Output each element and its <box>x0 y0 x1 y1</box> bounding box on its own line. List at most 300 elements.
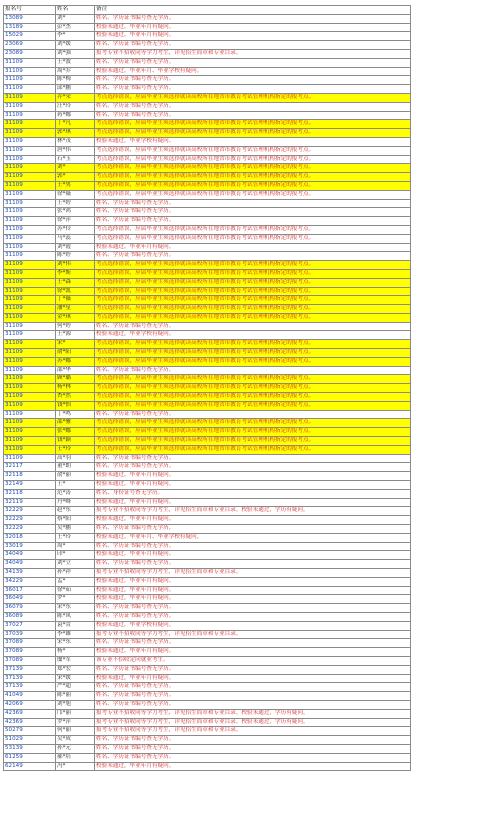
name-cell: 邵*雅 <box>56 419 95 428</box>
table-row <box>4 674 411 683</box>
registration-number-cell: 42369 <box>4 718 56 727</box>
registration-number-cell: 31109 <box>4 340 56 349</box>
registration-number-cell: 15029 <box>4 32 56 41</box>
registration-number-cell: 31109 <box>4 155 56 164</box>
registration-number-cell: 36049 <box>4 595 56 604</box>
table-row <box>4 375 411 384</box>
name-cell: 郭* <box>56 173 95 182</box>
registration-number-cell: 31109 <box>4 234 56 243</box>
registration-number-cell: 31109 <box>4 120 56 129</box>
table-row <box>4 507 411 516</box>
remark-cell: 考点选择错误，应届毕业生须选择就读高校所在地省市教育考试管理机构指定的报考点。 <box>95 384 411 393</box>
remark-cell: 考点选择错误，应届毕业生须选择就读高校所在地省市教育考试管理机构指定的报考点。 <box>95 164 411 173</box>
table-row <box>4 287 411 296</box>
table-row <box>4 322 411 331</box>
remark-cell: 考点选择错误，应届毕业生须选择就读高校所在地省市教育考试管理机构指定的报考点。 <box>95 269 411 278</box>
registration-number-cell: 42369 <box>4 709 56 718</box>
remark-cell: 姓名、学历证书编号查无学历。 <box>95 58 411 67</box>
registration-number-cell: 41049 <box>4 692 56 701</box>
remark-cell: 考点选择错误，应届毕业生须选择就读高校所在地省市教育考试管理机构指定的报考点。 <box>95 120 411 129</box>
registration-number-cell: 32018 <box>4 533 56 542</box>
name-cell: 郑*宏 <box>56 665 95 674</box>
registration-number-cell: 32149 <box>4 481 56 490</box>
registration-number-cell: 31109 <box>4 278 56 287</box>
name-cell: 李*斯 <box>56 269 95 278</box>
registration-number-cell: 31109 <box>4 445 56 454</box>
table-row <box>4 102 411 111</box>
registration-number-cell: 31109 <box>4 375 56 384</box>
table-row <box>4 357 411 366</box>
table-row <box>4 190 411 199</box>
remark-cell: 考点选择错误，应届毕业生须选择就读高校所在地省市教育考试管理机构指定的报考点。 <box>95 278 411 287</box>
name-cell: 杏*然 <box>56 393 95 402</box>
remark-cell: 考点选择错误，应届毕业生须选择就读高校所在地省市教育考试管理机构指定的报考点。 <box>95 181 411 190</box>
table-row <box>4 727 411 736</box>
table-row <box>4 217 411 226</box>
name-cell: 俞*丽 <box>56 472 95 481</box>
review-table-container <box>3 5 410 771</box>
remark-cell: 姓名、学历证书编号查无学历。 <box>95 525 411 534</box>
remark-cell: 考点选择错误，应届毕业生须选择就读高校所在地省市教育考试管理机构指定的报考点。 <box>95 146 411 155</box>
name-cell: 周*乔 <box>56 67 95 76</box>
table-row <box>4 577 411 586</box>
remark-cell: 姓名、学历证书编号查无学历。 <box>95 366 411 375</box>
remark-cell: 姓名、学历证书编号查无学历。 <box>95 700 411 709</box>
name-cell: 高*羽 <box>56 454 95 463</box>
name-cell: 孙*元 <box>56 744 95 753</box>
registration-number-cell: 31109 <box>4 384 56 393</box>
name-cell: 蒋*娜 <box>56 111 95 120</box>
registration-number-cell: 31109 <box>4 58 56 67</box>
registration-number-cell: 34049 <box>4 560 56 569</box>
remark-cell: 姓名、学历证书编号查无学历。 <box>95 612 411 621</box>
table-row <box>4 120 411 129</box>
remark-cell: 考点选择错误，应届毕业生须选择就读高校所在地省市教育考试管理机构指定的报考点。 <box>95 93 411 102</box>
registration-number-cell: 31109 <box>4 76 56 85</box>
remark-cell: 考点选择错误，应届毕业生须选择就读高校所在地省市教育考试管理机构指定的报考点。 <box>95 393 411 402</box>
table-row <box>4 164 411 173</box>
registration-number-cell: 31109 <box>4 199 56 208</box>
table-row <box>4 225 411 234</box>
remark-cell: 姓名、学历证书编号查无学历。 <box>95 454 411 463</box>
table-row <box>4 454 411 463</box>
remark-cell: 校验未通过，毕业年月有疑问。 <box>95 243 411 252</box>
remark-cell: 姓名、学历证书编号查无学历。 <box>95 85 411 94</box>
registration-number-cell: 32229 <box>4 516 56 525</box>
remark-cell: 校验未通过，毕业年月、毕业学校有疑问。 <box>95 67 411 76</box>
table-row <box>4 665 411 674</box>
remark-cell: 考点选择错误，应届毕业生须选择就读高校所在地省市教育考试管理机构指定的报考点。 <box>95 155 411 164</box>
name-cell: 印* <box>56 551 95 560</box>
registration-number-cell: 31109 <box>4 217 56 226</box>
name-cell: 刘*立 <box>56 560 95 569</box>
review-table <box>3 5 411 771</box>
remark-cell: 报考专业不招收同等学力考生，详见招生简章和专业目录。校验未通过，学历有疑问。 <box>95 709 411 718</box>
table-row <box>4 533 411 542</box>
registration-number-cell: 36079 <box>4 604 56 613</box>
remark-cell: 考点选择错误，应届毕业生须选择就读高校所在地省市教育考试管理机构指定的报考点。 <box>95 375 411 384</box>
name-cell: 赵*东 <box>56 507 95 516</box>
name-cell: 范*涛 <box>56 489 95 498</box>
table-row <box>4 419 411 428</box>
table-row <box>4 93 411 102</box>
table-row <box>4 437 411 446</box>
name-cell: 彭*杰 <box>56 23 95 32</box>
name-cell: 宋*东 <box>56 639 95 648</box>
table-row <box>4 683 411 692</box>
table-row <box>4 173 411 182</box>
registration-number-cell: 33019 <box>4 542 56 551</box>
registration-number-cell: 23089 <box>4 49 56 58</box>
remark-cell: 校验未通过，毕业年月有疑问。 <box>95 648 411 657</box>
remark-cell: 校验未通过，毕业年月有疑问。 <box>95 674 411 683</box>
header-name: 姓名 <box>56 6 95 15</box>
table-row <box>4 595 411 604</box>
table-row <box>4 208 411 217</box>
registration-number-cell: 31109 <box>4 252 56 261</box>
table-row <box>4 569 411 578</box>
registration-number-cell: 61259 <box>4 753 56 762</box>
name-cell: 钱*怡 <box>56 401 95 410</box>
remark-cell: 考点选择错误，应届毕业生须选择就读高校所在地省市教育考试管理机构指定的报考点。 <box>95 401 411 410</box>
name-cell: 刘* <box>56 14 95 23</box>
name-cell: 孙*祥 <box>56 569 95 578</box>
registration-number-cell: 31109 <box>4 137 56 146</box>
registration-number-cell: 31109 <box>4 366 56 375</box>
table-row <box>4 700 411 709</box>
name-cell: 丁*薇 <box>56 296 95 305</box>
name-cell: 袁*萱 <box>56 621 95 630</box>
table-row <box>4 762 411 771</box>
table-row <box>4 498 411 507</box>
table-row <box>4 489 411 498</box>
remark-cell: 考点选择错误，应届毕业生须选择就读高校所在地省市教育考试管理机构指定的报考点。 <box>95 287 411 296</box>
remark-cell: 校验未通过，毕业学校有疑问。 <box>95 621 411 630</box>
table-row <box>4 428 411 437</box>
table-row <box>4 243 411 252</box>
name-cell: 苏*娜 <box>56 357 95 366</box>
table-row <box>4 525 411 534</box>
table-row <box>4 49 411 58</box>
name-cell: 宋*东 <box>56 604 95 613</box>
registration-number-cell: 31109 <box>4 243 56 252</box>
table-row <box>4 111 411 120</box>
remark-cell: 考点选择错误，应届毕业生须选择就读高校所在地省市教育考试管理机构指定的报考点。 <box>95 340 411 349</box>
remark-cell: 姓名、学历证书编号查无学历。 <box>95 217 411 226</box>
registration-number-cell: 31109 <box>4 287 56 296</box>
registration-number-cell: 42069 <box>4 700 56 709</box>
name-cell: 张*娜 <box>56 428 95 437</box>
remark-cell: 姓名、身份证号查无学历。 <box>95 489 411 498</box>
remark-cell: 考点选择错误，应届毕业生须选择就读高校所在地省市教育考试管理机构指定的报考点。 <box>95 296 411 305</box>
remark-cell: 姓名、学历证书编号查无学历。 <box>95 199 411 208</box>
registration-number-cell: 37089 <box>4 639 56 648</box>
remark-cell: 姓名、学历证书编号查无学历。 <box>95 76 411 85</box>
table-row <box>4 445 411 454</box>
table-row <box>4 604 411 613</box>
remark-cell: 报考专业不招收同等学力考生，详见招生简章和专业目录。校验未通过，学历有疑问。 <box>95 507 411 516</box>
table-row <box>4 463 411 472</box>
remark-cell: 姓名、学历证书编号查无学历。 <box>95 692 411 701</box>
table-row <box>4 76 411 85</box>
name-cell: 周* <box>56 542 95 551</box>
name-cell: 陈*梅 <box>56 76 95 85</box>
table-row <box>4 234 411 243</box>
registration-number-cell: 31109 <box>4 93 56 102</box>
registration-number-cell: 34229 <box>4 577 56 586</box>
name-cell: 邝*丽 <box>56 709 95 718</box>
registration-number-cell: 37139 <box>4 683 56 692</box>
registration-number-cell: 37089 <box>4 648 56 657</box>
registration-number-cell: 31109 <box>4 129 56 138</box>
table-row <box>4 410 411 419</box>
remark-cell: 校验未通过，毕业年月有疑问。 <box>95 481 411 490</box>
table-row <box>4 753 411 762</box>
registration-number-cell: 31109 <box>4 393 56 402</box>
remark-cell: 姓名、学历证书编号查无学历。 <box>95 542 411 551</box>
registration-number-cell: 50279 <box>4 727 56 736</box>
remark-cell: 校验未通过，毕业年月有疑问。 <box>95 586 411 595</box>
remark-cell: 考点选择错误，应届毕业生须选择就读高校所在地省市教育考试管理机构指定的报考点。 <box>95 357 411 366</box>
table-row <box>4 269 411 278</box>
name-cell: 王*婷 <box>56 199 95 208</box>
table-row <box>4 401 411 410</box>
remark-cell: 姓名、学历证书编号查无学历。 <box>95 744 411 753</box>
table-row <box>4 692 411 701</box>
remark-cell: 姓名、学历证书编号查无学历。 <box>95 560 411 569</box>
registration-number-cell: 34049 <box>4 551 56 560</box>
name-cell: 李* <box>56 32 95 41</box>
name-cell: 刘*媛 <box>56 41 95 50</box>
table-row <box>4 199 411 208</box>
remark-cell: 姓名、学历证书编号查无学历。 <box>95 102 411 111</box>
remark-cell: 姓名、学历证书编号查无学历。 <box>95 604 411 613</box>
remark-cell: 考点选择错误，应届毕业生须选择就读高校所在地省市教育考试管理机构指定的报考点。 <box>95 437 411 446</box>
remark-cell: 姓名、学历证书编号查无学历。 <box>95 41 411 50</box>
registration-number-cell: 31109 <box>4 349 56 358</box>
name-cell: 王* <box>56 481 95 490</box>
name-cell: 刘*伟 <box>56 261 95 270</box>
registration-number-cell: 31109 <box>4 85 56 94</box>
remark-cell: 姓名、学历证书编号查无学历。 <box>95 208 411 217</box>
name-cell: 徐*萍 <box>56 217 95 226</box>
table-row <box>4 630 411 639</box>
table-row <box>4 736 411 745</box>
name-cell: 林*茂 <box>56 137 95 146</box>
name-cell: 乔*荣 <box>56 93 95 102</box>
table-row <box>4 349 411 358</box>
registration-number-cell: 31109 <box>4 437 56 446</box>
registration-number-cell: 37039 <box>4 630 56 639</box>
name-cell: 王*玲 <box>56 445 95 454</box>
name-cell: 徐*凯 <box>56 287 95 296</box>
registration-number-cell: 36089 <box>4 612 56 621</box>
remark-cell: 考点选择错误，应届毕业生须选择就读高校所在地省市教育考试管理机构指定的报考点。 <box>95 305 411 314</box>
table-row <box>4 612 411 621</box>
registration-number-cell: 31109 <box>4 111 56 120</box>
name-cell: 罗* <box>56 595 95 604</box>
table-row <box>4 542 411 551</box>
remark-cell: 校验未通过，毕业年月有疑问。 <box>95 498 411 507</box>
remark-cell: 考点选择错误，应届毕业生须选择就读高校所在地省市教育考试管理机构指定的报考点。 <box>95 129 411 138</box>
name-cell: 刘* <box>56 164 95 173</box>
registration-number-cell: 32119 <box>4 498 56 507</box>
remark-cell: 考点选择错误，应届毕业生须选择就读高校所在地省市教育考试管理机构指定的报考点。 <box>95 313 411 322</box>
registration-number-cell: 31109 <box>4 331 56 340</box>
name-cell: 杨* <box>56 648 95 657</box>
remark-cell: 校验未通过，毕业年月有疑问。 <box>95 472 411 481</box>
remark-cell: 考点选择错误，应届毕业生须选择就读高校所在地省市教育考试管理机构指定的报考点。 <box>95 234 411 243</box>
remark-cell: 校验未通过，毕业年月有疑问。 <box>95 32 411 41</box>
registration-number-cell: 23069 <box>4 41 56 50</box>
table-row <box>4 137 411 146</box>
table-row <box>4 305 411 314</box>
table-row <box>4 481 411 490</box>
registration-number-cell: 31109 <box>4 225 56 234</box>
remark-cell: 校验未通过，毕业年月有疑问。 <box>95 23 411 32</box>
name-cell: 糜*军 <box>56 656 95 665</box>
name-cell: 顾*璐 <box>56 375 95 384</box>
registration-number-cell: 37089 <box>4 656 56 665</box>
remark-cell: 报考专业不招收同等学力考生，详见招生简章和专业目录。 <box>95 569 411 578</box>
registration-number-cell: 51029 <box>4 736 56 745</box>
name-cell: 唐*伟 <box>56 146 95 155</box>
remark-cell: 校验未通过，毕业年月有疑问。 <box>95 595 411 604</box>
name-cell: 石*玉 <box>56 155 95 164</box>
registration-number-cell: 31109 <box>4 454 56 463</box>
table-row <box>4 639 411 648</box>
table-row <box>4 32 411 41</box>
registration-number-cell: 31109 <box>4 67 56 76</box>
registration-number-cell: 31109 <box>4 401 56 410</box>
name-cell: 冯* <box>56 762 95 771</box>
name-cell: 郭*琪 <box>56 129 95 138</box>
registration-number-cell: 31109 <box>4 102 56 111</box>
registration-number-cell: 31109 <box>4 322 56 331</box>
table-row <box>4 146 411 155</box>
registration-number-cell: 31109 <box>4 190 56 199</box>
registration-number-cell: 31109 <box>4 208 56 217</box>
registration-number-cell: 32229 <box>4 507 56 516</box>
registration-number-cell: 31109 <box>4 357 56 366</box>
registration-number-cell: 31109 <box>4 428 56 437</box>
remark-cell: 校验未通过，毕业年月、毕业学校有疑问。 <box>95 533 411 542</box>
name-cell: 丹*峰 <box>56 498 95 507</box>
table-row <box>4 366 411 375</box>
header-registration-number: 报名号 <box>4 6 56 15</box>
table-row <box>4 41 411 50</box>
table-row <box>4 516 411 525</box>
registration-number-cell: 37027 <box>4 621 56 630</box>
name-cell: 王*玲 <box>56 533 95 542</box>
remark-cell: 报考专业不招收同等学力考生，详见招生简章和专业目录。 <box>95 49 411 58</box>
name-cell: 徐*茹 <box>56 586 95 595</box>
table-row <box>4 472 411 481</box>
remark-cell: 考点选择错误，应届毕业生须选择就读高校所在地省市教育考试管理机构指定的报考点。 <box>95 419 411 428</box>
table-row <box>4 278 411 287</box>
registration-number-cell: 31109 <box>4 146 56 155</box>
remark-cell: 校验未通过，毕业学校有疑问。 <box>95 137 411 146</box>
registration-number-cell: 13089 <box>4 14 56 23</box>
remark-cell: 考点选择错误，应届毕业生须选择就读高校所在地省市教育考试管理机构指定的报考点。 <box>95 261 411 270</box>
name-cell: 吴*成 <box>56 736 95 745</box>
name-cell: 宋*媛 <box>56 674 95 683</box>
table-row <box>4 648 411 657</box>
registration-number-cell: 31109 <box>4 164 56 173</box>
remark-cell: 姓名、学历证书编号查无学历。 <box>95 14 411 23</box>
table-row <box>4 744 411 753</box>
remark-cell: 报考专业不招收同等学力考生，详见招生简章和专业目录。校验未通过，学历有疑问。 <box>95 718 411 727</box>
registration-number-cell: 36017 <box>4 586 56 595</box>
table-row <box>4 181 411 190</box>
name-cell: 汪*玲 <box>56 102 95 111</box>
registration-number-cell: 31109 <box>4 419 56 428</box>
table-row <box>4 340 411 349</box>
registration-number-cell: 32118 <box>4 472 56 481</box>
registration-number-cell: 13189 <box>4 23 56 32</box>
remark-cell: 姓名、学历证书编号查无学历。 <box>95 639 411 648</box>
table-row <box>4 129 411 138</box>
name-cell: 王*波 <box>56 58 95 67</box>
registration-number-cell: 31109 <box>4 269 56 278</box>
name-cell: 丁*鸣 <box>56 410 95 419</box>
remark-cell: 校验未通过，毕业年月有疑问。 <box>95 551 411 560</box>
remark-cell: 姓名、学历证书编号查无学历。 <box>95 322 411 331</box>
table-row <box>4 23 411 32</box>
name-cell: 刘*霞 <box>56 243 95 252</box>
registration-number-cell: 32117 <box>4 463 56 472</box>
table-row <box>4 393 411 402</box>
remark-cell: 考点选择错误，应届毕业生须选择就读高校所在地省市教育考试管理机构指定的报考点。 <box>95 225 411 234</box>
remark-cell: 考点选择错误，应届毕业生须选择就读高校所在地省市教育考试管理机构指定的报考点。 <box>95 445 411 454</box>
registration-number-cell: 37139 <box>4 674 56 683</box>
remark-cell: 考点选择错误，应届毕业生须选择就读高校所在地省市教育考试管理机构指定的报考点。 <box>95 173 411 182</box>
name-cell: 蔡*阳 <box>56 516 95 525</box>
remark-cell: 考点选择错误，应届毕业生须选择就读高校所在地省市教育考试管理机构指定的报考点。 <box>95 428 411 437</box>
remark-cell: 姓名、学历证书编号查无学历。 <box>95 463 411 472</box>
registration-number-cell: 32118 <box>4 489 56 498</box>
name-cell: 刘*旭 <box>56 700 95 709</box>
table-row <box>4 331 411 340</box>
name-cell: 王*男 <box>56 181 95 190</box>
registration-number-cell: 31109 <box>4 296 56 305</box>
name-cell: 孟* <box>56 577 95 586</box>
table-row <box>4 621 411 630</box>
name-cell: 李*雄 <box>56 630 95 639</box>
name-cell: 苏*伶 <box>56 225 95 234</box>
table-body <box>4 14 411 771</box>
remark-cell: 考点选择错误，应届毕业生须选择就读高校所在地省市教育考试管理机构指定的报考点。 <box>95 349 411 358</box>
registration-number-cell: 62149 <box>4 762 56 771</box>
name-cell: 邱*鹏 <box>56 85 95 94</box>
table-row <box>4 718 411 727</box>
remark-cell: 姓名、学历证书编号查无学历。 <box>95 683 411 692</box>
table-row <box>4 261 411 270</box>
table-row <box>4 296 411 305</box>
table-row <box>4 313 411 322</box>
header-remark: 备注 <box>95 6 411 15</box>
remark-cell: 姓名、学历证书编号查无学历。 <box>95 252 411 261</box>
name-cell: 郝*培 <box>56 753 95 762</box>
table-row <box>4 586 411 595</box>
table-row <box>4 551 411 560</box>
table-row <box>4 155 411 164</box>
remark-cell: 考点选择错误，应届毕业生须选择就读高校所在地省市教育考试管理机构指定的报考点。 <box>95 190 411 199</box>
table-row <box>4 252 411 261</box>
remark-cell: 姓名、学历证书编号查无学历。 <box>95 736 411 745</box>
registration-number-cell: 32229 <box>4 525 56 534</box>
remark-cell: 姓名、学历证书编号查无学历。 <box>95 665 411 674</box>
